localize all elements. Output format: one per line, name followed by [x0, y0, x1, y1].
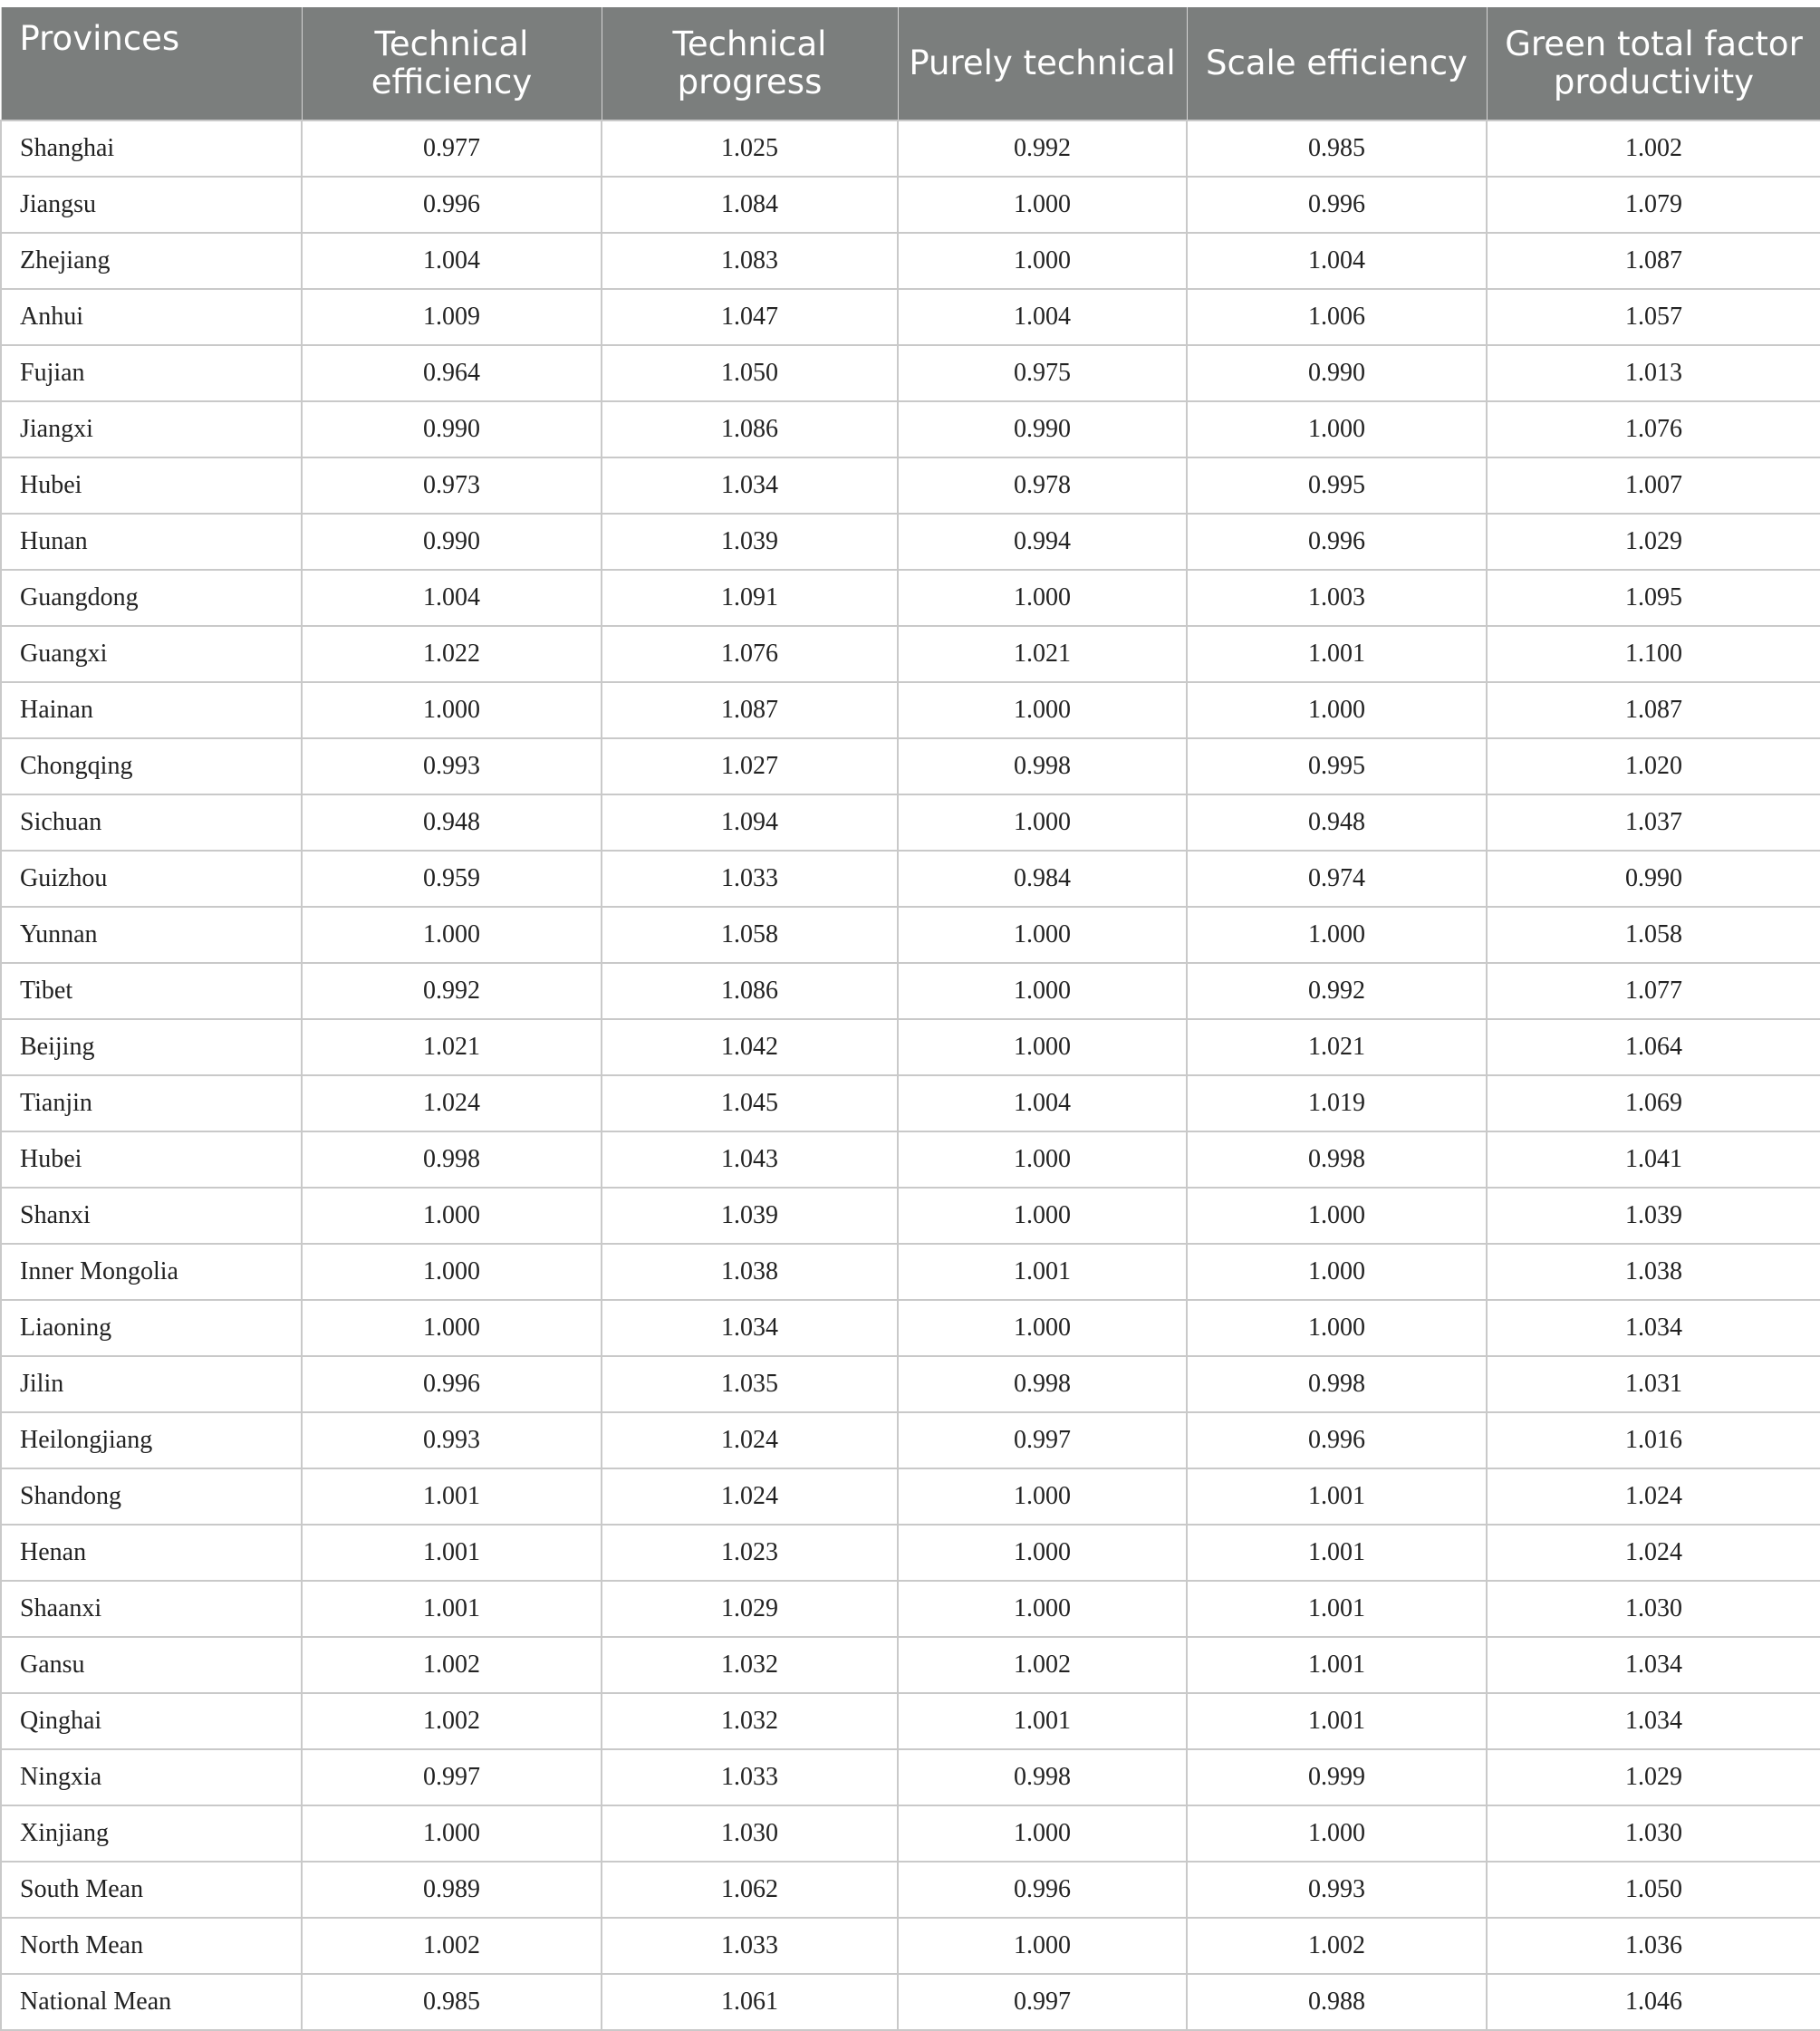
- value-cell: 1.021: [302, 1019, 602, 1075]
- value-cell: 1.013: [1487, 345, 1820, 401]
- value-cell: 0.996: [302, 177, 602, 233]
- value-cell: 0.990: [302, 401, 602, 457]
- table-row: [1, 1525, 1820, 1581]
- table-row: [1, 1356, 1820, 1412]
- table-row: [1, 1918, 1820, 1974]
- value-cell: 1.004: [302, 233, 602, 289]
- value-cell: 1.034: [1487, 1637, 1820, 1693]
- value-cell: 1.002: [302, 1693, 602, 1749]
- value-cell: 1.000: [1187, 1300, 1487, 1356]
- province-cell: Qinghai: [1, 1693, 302, 1749]
- value-cell: 1.094: [602, 794, 898, 851]
- value-cell: 1.000: [302, 1244, 602, 1300]
- value-cell: 0.964: [302, 345, 602, 401]
- value-cell: 1.024: [602, 1468, 898, 1525]
- province-cell: Chongqing: [1, 738, 302, 794]
- value-cell: 1.001: [898, 1244, 1187, 1300]
- value-cell: 1.047: [602, 289, 898, 345]
- value-cell: 1.000: [302, 1188, 602, 1244]
- header-row: [1, 7, 1820, 120]
- value-cell: 1.000: [1187, 1244, 1487, 1300]
- value-cell: 0.990: [1187, 345, 1487, 401]
- table-row: [1, 1974, 1820, 2030]
- value-cell: 0.990: [302, 514, 602, 570]
- value-cell: 1.000: [898, 1131, 1187, 1188]
- province-cell: Shaanxi: [1, 1581, 302, 1637]
- value-cell: 1.062: [602, 1862, 898, 1918]
- table-row: [1, 1862, 1820, 1918]
- value-cell: 1.000: [898, 1805, 1187, 1862]
- value-cell: 0.998: [302, 1131, 602, 1188]
- province-cell: Shanghai: [1, 120, 302, 177]
- value-cell: 1.025: [602, 120, 898, 177]
- value-cell: 1.034: [1487, 1693, 1820, 1749]
- value-cell: 0.997: [898, 1412, 1187, 1468]
- value-cell: 1.100: [1487, 626, 1820, 682]
- value-cell: 0.996: [1187, 177, 1487, 233]
- province-cell: Xinjiang: [1, 1805, 302, 1862]
- value-cell: 1.001: [898, 1693, 1187, 1749]
- value-cell: 1.000: [898, 907, 1187, 963]
- value-cell: 1.022: [302, 626, 602, 682]
- value-cell: 1.079: [1487, 177, 1820, 233]
- value-cell: 1.043: [602, 1131, 898, 1188]
- value-cell: 1.050: [602, 345, 898, 401]
- table-row: [1, 1805, 1820, 1862]
- province-cell: Hunan: [1, 514, 302, 570]
- value-cell: 1.000: [1187, 682, 1487, 738]
- province-cell: Shanxi: [1, 1188, 302, 1244]
- value-cell: 1.009: [302, 289, 602, 345]
- table-header: [1, 7, 1820, 120]
- province-cell: Hubei: [1, 457, 302, 514]
- table-row: [1, 851, 1820, 907]
- value-cell: 1.000: [1187, 1188, 1487, 1244]
- value-cell: 1.000: [898, 1525, 1187, 1581]
- table-row: [1, 1075, 1820, 1131]
- table-row: [1, 1300, 1820, 1356]
- table-row: [1, 1412, 1820, 1468]
- value-cell: 1.032: [602, 1693, 898, 1749]
- value-cell: 1.033: [602, 851, 898, 907]
- value-cell: 1.069: [1487, 1075, 1820, 1131]
- province-cell: Liaoning: [1, 1300, 302, 1356]
- value-cell: 1.000: [302, 1300, 602, 1356]
- value-cell: 1.083: [602, 233, 898, 289]
- value-cell: 1.000: [898, 1019, 1187, 1075]
- value-cell: 0.996: [302, 1356, 602, 1412]
- province-cell: Jiangxi: [1, 401, 302, 457]
- province-cell: Jilin: [1, 1356, 302, 1412]
- value-cell: 1.039: [602, 514, 898, 570]
- value-cell: 1.000: [898, 1581, 1187, 1637]
- table-row: [1, 120, 1820, 177]
- table-row: [1, 794, 1820, 851]
- value-cell: 0.959: [302, 851, 602, 907]
- value-cell: 1.086: [602, 401, 898, 457]
- value-cell: 1.024: [602, 1412, 898, 1468]
- table-row: [1, 682, 1820, 738]
- province-cell: Sichuan: [1, 794, 302, 851]
- value-cell: 0.994: [898, 514, 1187, 570]
- value-cell: 0.997: [898, 1974, 1187, 2030]
- value-cell: 0.973: [302, 457, 602, 514]
- header-technical-efficiency: Technical efficiency: [302, 7, 602, 120]
- value-cell: 0.977: [302, 120, 602, 177]
- province-cell: Fujian: [1, 345, 302, 401]
- value-cell: 1.002: [898, 1637, 1187, 1693]
- value-cell: 1.057: [1487, 289, 1820, 345]
- value-cell: 1.000: [302, 907, 602, 963]
- table-row: [1, 1131, 1820, 1188]
- province-cell: Heilongjiang: [1, 1412, 302, 1468]
- value-cell: 0.975: [898, 345, 1187, 401]
- value-cell: 1.034: [1487, 1300, 1820, 1356]
- value-cell: 1.021: [898, 626, 1187, 682]
- value-cell: 0.998: [1187, 1131, 1487, 1188]
- value-cell: 1.024: [1487, 1468, 1820, 1525]
- value-cell: 0.989: [302, 1862, 602, 1918]
- table-row: [1, 345, 1820, 401]
- table-row: [1, 626, 1820, 682]
- value-cell: 1.001: [302, 1525, 602, 1581]
- table-row: [1, 1468, 1820, 1525]
- value-cell: 0.990: [1487, 851, 1820, 907]
- value-cell: 0.948: [302, 794, 602, 851]
- table-row: [1, 1581, 1820, 1637]
- province-cell: Guangdong: [1, 570, 302, 626]
- efficiency-table: [0, 7, 1820, 2031]
- header-provinces: Provinces: [1, 7, 302, 120]
- value-cell: 1.095: [1487, 570, 1820, 626]
- value-cell: 0.998: [898, 738, 1187, 794]
- value-cell: 1.001: [1187, 1637, 1487, 1693]
- value-cell: 1.000: [898, 682, 1187, 738]
- value-cell: 0.990: [898, 401, 1187, 457]
- value-cell: 0.995: [1187, 457, 1487, 514]
- province-cell: North Mean: [1, 1918, 302, 1974]
- province-cell: National Mean: [1, 1974, 302, 2030]
- value-cell: 1.001: [1187, 1581, 1487, 1637]
- value-cell: 1.041: [1487, 1131, 1820, 1188]
- value-cell: 0.995: [1187, 738, 1487, 794]
- value-cell: 1.033: [602, 1749, 898, 1805]
- value-cell: 1.038: [1487, 1244, 1820, 1300]
- value-cell: 1.016: [1487, 1412, 1820, 1468]
- value-cell: 1.024: [1487, 1525, 1820, 1581]
- value-cell: 1.039: [602, 1188, 898, 1244]
- value-cell: 0.999: [1187, 1749, 1487, 1805]
- value-cell: 1.030: [602, 1805, 898, 1862]
- table-row: [1, 1637, 1820, 1693]
- province-cell: Anhui: [1, 289, 302, 345]
- header-purely-technical: Purely technical: [898, 7, 1187, 120]
- table-row: [1, 963, 1820, 1019]
- value-cell: 1.004: [898, 289, 1187, 345]
- value-cell: 0.984: [898, 851, 1187, 907]
- province-cell: Hubei: [1, 1131, 302, 1188]
- value-cell: 1.000: [898, 1188, 1187, 1244]
- table-row: [1, 233, 1820, 289]
- value-cell: 0.996: [898, 1862, 1187, 1918]
- province-cell: Hainan: [1, 682, 302, 738]
- value-cell: 0.974: [1187, 851, 1487, 907]
- value-cell: 1.021: [1187, 1019, 1487, 1075]
- table-row: [1, 907, 1820, 963]
- value-cell: 1.032: [602, 1637, 898, 1693]
- value-cell: 1.004: [898, 1075, 1187, 1131]
- value-cell: 0.993: [302, 738, 602, 794]
- table-body: [1, 120, 1820, 2030]
- value-cell: 0.998: [898, 1749, 1187, 1805]
- value-cell: 1.045: [602, 1075, 898, 1131]
- value-cell: 1.020: [1487, 738, 1820, 794]
- province-cell: Zhejiang: [1, 233, 302, 289]
- value-cell: 1.000: [302, 682, 602, 738]
- value-cell: 1.006: [1187, 289, 1487, 345]
- value-cell: 1.084: [602, 177, 898, 233]
- table-row: [1, 1244, 1820, 1300]
- header-green-tfp: Green total factor productivity: [1487, 7, 1820, 120]
- value-cell: 1.000: [302, 1805, 602, 1862]
- table-row: [1, 570, 1820, 626]
- value-cell: 1.037: [1487, 794, 1820, 851]
- province-cell: Tibet: [1, 963, 302, 1019]
- value-cell: 0.993: [1187, 1862, 1487, 1918]
- value-cell: 1.076: [1487, 401, 1820, 457]
- province-cell: Inner Mongolia: [1, 1244, 302, 1300]
- province-cell: South Mean: [1, 1862, 302, 1918]
- table-row: [1, 738, 1820, 794]
- value-cell: 0.996: [1187, 514, 1487, 570]
- value-cell: 1.000: [898, 1918, 1187, 1974]
- table-row: [1, 514, 1820, 570]
- value-cell: 0.998: [1187, 1356, 1487, 1412]
- value-cell: 1.039: [1487, 1188, 1820, 1244]
- value-cell: 1.000: [898, 963, 1187, 1019]
- province-cell: Tianjin: [1, 1075, 302, 1131]
- value-cell: 1.000: [898, 177, 1187, 233]
- table-row: [1, 177, 1820, 233]
- value-cell: 1.091: [602, 570, 898, 626]
- value-cell: 1.001: [1187, 626, 1487, 682]
- value-cell: 1.001: [1187, 1525, 1487, 1581]
- value-cell: 0.997: [302, 1749, 602, 1805]
- value-cell: 1.000: [898, 233, 1187, 289]
- value-cell: 1.038: [602, 1244, 898, 1300]
- value-cell: 1.036: [1487, 1918, 1820, 1974]
- province-cell: Henan: [1, 1525, 302, 1581]
- value-cell: 1.029: [1487, 514, 1820, 570]
- province-cell: Shandong: [1, 1468, 302, 1525]
- value-cell: 1.000: [898, 1300, 1187, 1356]
- table-row: [1, 1749, 1820, 1805]
- value-cell: 1.004: [302, 570, 602, 626]
- value-cell: 1.024: [302, 1075, 602, 1131]
- value-cell: 1.030: [1487, 1805, 1820, 1862]
- value-cell: 1.087: [1487, 233, 1820, 289]
- value-cell: 1.001: [302, 1581, 602, 1637]
- value-cell: 0.992: [302, 963, 602, 1019]
- value-cell: 1.023: [602, 1525, 898, 1581]
- value-cell: 1.000: [898, 1468, 1187, 1525]
- value-cell: 1.034: [602, 457, 898, 514]
- province-cell: Guizhou: [1, 851, 302, 907]
- value-cell: 1.004: [1187, 233, 1487, 289]
- value-cell: 1.042: [602, 1019, 898, 1075]
- value-cell: 1.000: [898, 570, 1187, 626]
- table-row: [1, 1019, 1820, 1075]
- value-cell: 1.076: [602, 626, 898, 682]
- data-table-container: [0, 7, 1820, 2031]
- table-row: [1, 1693, 1820, 1749]
- value-cell: 0.985: [1187, 120, 1487, 177]
- value-cell: 1.000: [1187, 907, 1487, 963]
- value-cell: 0.948: [1187, 794, 1487, 851]
- province-cell: Gansu: [1, 1637, 302, 1693]
- value-cell: 0.996: [1187, 1412, 1487, 1468]
- value-cell: 1.002: [1187, 1918, 1487, 1974]
- table-row: [1, 457, 1820, 514]
- value-cell: 1.050: [1487, 1862, 1820, 1918]
- value-cell: 1.077: [1487, 963, 1820, 1019]
- province-cell: Ningxia: [1, 1749, 302, 1805]
- header-scale-efficiency: Scale efficiency: [1187, 7, 1487, 120]
- table-row: [1, 289, 1820, 345]
- value-cell: 1.064: [1487, 1019, 1820, 1075]
- value-cell: 0.988: [1187, 1974, 1487, 2030]
- value-cell: 1.001: [1187, 1468, 1487, 1525]
- value-cell: 1.087: [602, 682, 898, 738]
- value-cell: 1.007: [1487, 457, 1820, 514]
- value-cell: 1.058: [1487, 907, 1820, 963]
- value-cell: 1.030: [1487, 1581, 1820, 1637]
- value-cell: 0.978: [898, 457, 1187, 514]
- value-cell: 0.992: [1187, 963, 1487, 1019]
- value-cell: 0.998: [898, 1356, 1187, 1412]
- value-cell: 1.058: [602, 907, 898, 963]
- province-cell: Jiangsu: [1, 177, 302, 233]
- value-cell: 1.002: [1487, 120, 1820, 177]
- value-cell: 1.000: [898, 794, 1187, 851]
- value-cell: 0.985: [302, 1974, 602, 2030]
- value-cell: 1.000: [1187, 401, 1487, 457]
- table-row: [1, 401, 1820, 457]
- value-cell: 1.087: [1487, 682, 1820, 738]
- table-row: [1, 1188, 1820, 1244]
- value-cell: 0.993: [302, 1412, 602, 1468]
- value-cell: 1.046: [1487, 1974, 1820, 2030]
- value-cell: 1.086: [602, 963, 898, 1019]
- value-cell: 1.019: [1187, 1075, 1487, 1131]
- value-cell: 1.031: [1487, 1356, 1820, 1412]
- value-cell: 1.029: [1487, 1749, 1820, 1805]
- value-cell: 0.992: [898, 120, 1187, 177]
- value-cell: 1.035: [602, 1356, 898, 1412]
- header-technical-progress: Technical progress: [602, 7, 898, 120]
- value-cell: 1.003: [1187, 570, 1487, 626]
- province-cell: Beijing: [1, 1019, 302, 1075]
- value-cell: 1.002: [302, 1637, 602, 1693]
- value-cell: 1.033: [602, 1918, 898, 1974]
- value-cell: 1.061: [602, 1974, 898, 2030]
- value-cell: 1.034: [602, 1300, 898, 1356]
- value-cell: 1.029: [602, 1581, 898, 1637]
- value-cell: 1.001: [302, 1468, 602, 1525]
- value-cell: 1.027: [602, 738, 898, 794]
- value-cell: 1.002: [302, 1918, 602, 1974]
- value-cell: 1.000: [1187, 1805, 1487, 1862]
- province-cell: Yunnan: [1, 907, 302, 963]
- value-cell: 1.001: [1187, 1693, 1487, 1749]
- province-cell: Guangxi: [1, 626, 302, 682]
